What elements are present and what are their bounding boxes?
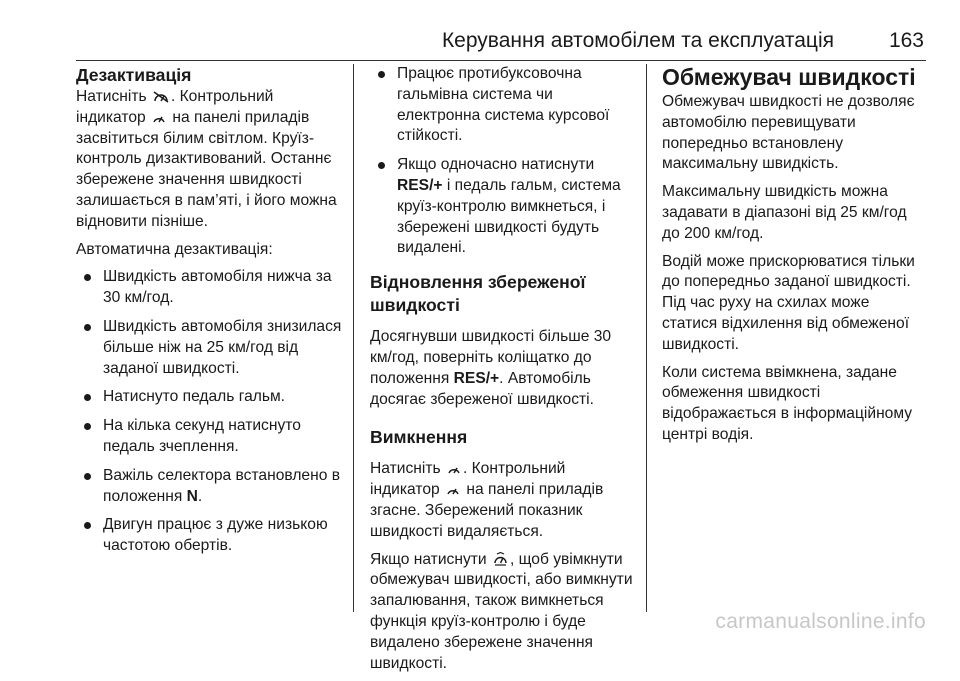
- bullet: [378, 71, 385, 78]
- list-item-text: Швидкість автомобіля нижча за 30 км/год.: [103, 268, 332, 307]
- text-if-press: Якщо натиснути: [370, 550, 487, 568]
- bullet: [84, 423, 91, 430]
- resume-paragraph: [370, 327, 636, 410]
- list-item-text: Працює протибуксовочна гальмівна система чи електронна система курсової стійкості.: [397, 65, 610, 145]
- speedometer-indicator-icon: [152, 111, 166, 124]
- resume-text: Досягнувши швидкості більше 30 км/год, поверніть коліщатко до положення: [370, 328, 612, 387]
- limiter-switch-detail: , щоб увімкнути обмежувач швидкості, або вимкнути запалювання, також вимкнеться функція круїз-контролю і буде видалено збережене значення швидкості.: [370, 550, 633, 672]
- text-press: Натисніть: [76, 88, 147, 105]
- text-deactivation-detail: на панелі приладів засвітиться білим світлом. Круїз-контроль дизактивований. Останнє збережене значення швидкості залишається в пам’яті, і його можна відновити пізніше.: [76, 108, 337, 230]
- speedometer-indicator-icon: [447, 462, 461, 475]
- page-number: 163: [888, 29, 924, 52]
- list-item-text: Двигун працює з дуже низькою частотою обертів.: [103, 516, 328, 555]
- header-title: Керування автомобілем та експлуатація: [441, 29, 834, 52]
- section-heading-switch-off: Вимкнення: [370, 427, 468, 448]
- limiter-paragraph-4: Коли система ввімкнена, задане обмеження швидкості відображається в інформаційному центрі водія.: [662, 363, 913, 443]
- limiter-paragraph-2: Максимальну швидкість можна задавати в діапазоні від 25 км/год до 200 км/год.: [662, 183, 907, 242]
- column-right: [662, 64, 926, 453]
- column-divider-right: [646, 64, 647, 612]
- list-item-text: Важіль селектора встановлено в положення: [103, 466, 340, 505]
- auto-deactivation-list: [76, 267, 344, 557]
- list-item-text: і педаль гальм, система круїз-контролю вимкнеться, і збережені швидкості будуть видалені.: [397, 176, 621, 257]
- list-item: [76, 515, 344, 557]
- list-item: [76, 416, 344, 458]
- switch-off-detail: на панелі приладів згасне. Збережений показник швидкості видаляється.: [370, 481, 604, 540]
- list-item-text: Якщо одночасно натиснути: [397, 156, 595, 174]
- continued-list: [370, 64, 636, 259]
- page-header: [76, 28, 926, 61]
- column-middle: [370, 64, 636, 681]
- gear-position-key: N: [186, 487, 198, 505]
- speedometer-indicator-icon: [446, 483, 460, 496]
- list-item: [76, 387, 344, 408]
- bullet: [84, 473, 91, 480]
- bullet: [84, 522, 91, 529]
- auto-deactivation-label: Автоматична дезактивація:: [76, 240, 273, 258]
- bullet: [84, 394, 91, 401]
- column-left: [76, 64, 344, 565]
- bullet: [378, 162, 385, 169]
- text-indicator: . Контрольний індикатор: [370, 460, 566, 499]
- list-item: [370, 64, 636, 147]
- column-divider-left: [353, 64, 354, 612]
- text-indicator: . Контрольний індикатор: [76, 88, 274, 126]
- list-item-text: Швидкість автомобіля знизилася більше ніж на 25 км/год від заданої швидкості.: [103, 317, 342, 377]
- switch-off-paragraph: [370, 459, 636, 542]
- limiter-switch-paragraph: [370, 550, 636, 675]
- list-item: [370, 155, 636, 259]
- bullet: [84, 324, 91, 331]
- deactivation-paragraph: [76, 87, 344, 233]
- limiter-paragraph-1: Обмежувач швидкості не дозволяє автомобілю перевищувати попередньо встановлену максимальну швидкість.: [662, 93, 915, 173]
- resume-text: . Автомобіль досягає збереженої швидкості.: [370, 369, 594, 408]
- text-press: Натисніть: [370, 460, 441, 478]
- list-item-text: Натиснуто педаль гальм.: [103, 388, 286, 406]
- speed-limiter-icon: [493, 552, 508, 566]
- limiter-paragraph-3: Водій може прискорюватися тільки до попередньо заданої швидкості. Під час руху на схилах може статися відхилення від обмеженої швидкості.: [662, 252, 915, 353]
- section-heading-deactivation: Дезактивація: [76, 65, 192, 85]
- list-item: [76, 267, 344, 309]
- res-key: RES/+: [397, 176, 443, 194]
- list-item-text: На кілька секунд натиснуто педаль зчеплення.: [103, 417, 301, 455]
- section-heading-speed-limiter: Обмежувач швидкості: [662, 64, 916, 90]
- watermark: carmanualsonline.info: [715, 610, 926, 633]
- section-heading-resume: Відновлення збереженої швидкості: [370, 272, 586, 316]
- res-key: RES/+: [453, 369, 500, 387]
- list-item-text: .: [197, 487, 203, 505]
- list-item: [76, 317, 344, 379]
- bullet: [84, 274, 91, 281]
- cruise-off-icon: [153, 91, 169, 103]
- list-item: [76, 466, 344, 508]
